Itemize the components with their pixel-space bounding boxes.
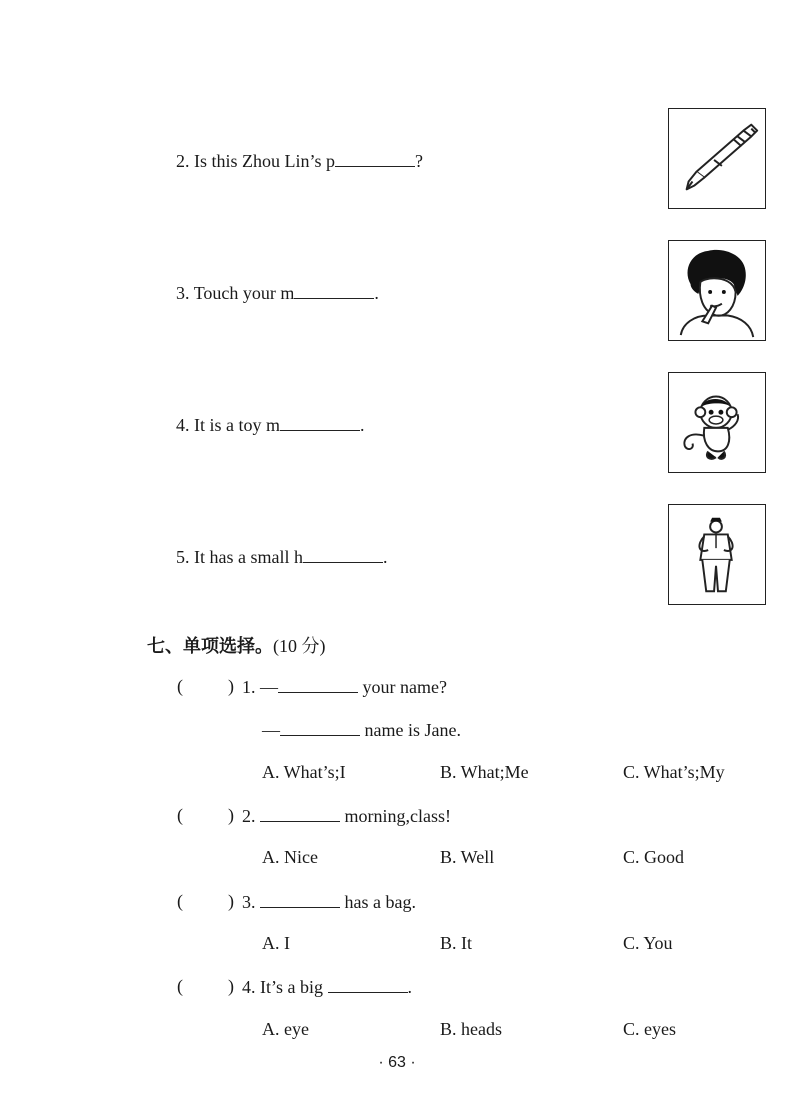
item-end: ? <box>415 151 424 171</box>
item-text: Touch your m <box>193 283 295 303</box>
question-2-line-1 <box>242 805 451 827</box>
question-end: . <box>407 977 412 997</box>
question-1-line-2 <box>262 719 461 741</box>
dash: — <box>260 677 278 697</box>
boy-picture <box>668 240 766 341</box>
option-c[interactable]: C. You <box>623 933 673 953</box>
question-text: has a bag. <box>344 892 416 912</box>
fill-in-item-3 <box>176 282 379 304</box>
answer-paren-open: ( <box>177 891 183 911</box>
question-text: morning,class! <box>344 806 451 826</box>
question-number: 2. <box>242 806 256 826</box>
fill-in-item-5 <box>176 546 387 568</box>
answer-blank[interactable] <box>303 546 383 563</box>
option-a[interactable]: A. I <box>262 933 290 953</box>
item-number: 3. <box>176 283 190 303</box>
page-number: · 63 · <box>378 1054 416 1071</box>
answer-paren-close: ) <box>228 676 234 696</box>
option-c[interactable]: C. What’s;My <box>623 762 725 782</box>
item-number: 5. <box>176 547 190 567</box>
man-with-small-head-icon <box>669 505 765 604</box>
section-heading <box>147 632 326 658</box>
fill-in-item-2 <box>176 150 423 172</box>
question-1-line-1 <box>242 676 447 698</box>
section-score: (10 分) <box>273 636 326 656</box>
item-text: Is this Zhou Lin’s p <box>194 151 336 171</box>
man-picture <box>668 504 766 605</box>
option-c[interactable]: C. Good <box>623 847 685 867</box>
option-b[interactable]: B. What;Me <box>440 762 529 782</box>
boy-touching-mouth-icon <box>669 241 765 340</box>
item-number: 2. <box>176 151 190 171</box>
option-b[interactable]: B. It <box>440 933 473 953</box>
item-end: . <box>360 415 365 435</box>
answer-paren-open: ( <box>177 805 183 825</box>
option-b[interactable]: B. heads <box>440 1019 502 1039</box>
answer-blank[interactable] <box>280 719 360 736</box>
question-text: name is Jane. <box>364 720 461 740</box>
toy-monkey-icon <box>669 373 765 472</box>
pen-picture <box>668 108 766 209</box>
answer-blank[interactable] <box>335 150 415 167</box>
item-text: It has a small h <box>194 547 303 567</box>
question-number: 3. <box>242 892 256 912</box>
dash: — <box>262 720 280 740</box>
answer-paren-close: ) <box>228 976 234 996</box>
item-end: . <box>374 283 379 303</box>
option-b[interactable]: B. Well <box>440 847 495 867</box>
option-a[interactable]: A. Nice <box>262 847 318 867</box>
answer-blank[interactable] <box>294 282 374 299</box>
answer-paren-close: ) <box>228 891 234 911</box>
item-text: It is a toy m <box>194 415 280 435</box>
item-number: 4. <box>176 415 190 435</box>
answer-paren-open: ( <box>177 976 183 996</box>
answer-paren-open: ( <box>177 676 183 696</box>
option-a[interactable]: A. eye <box>262 1019 309 1039</box>
answer-blank[interactable] <box>278 676 358 693</box>
question-number: 1. <box>242 677 256 697</box>
answer-blank[interactable] <box>260 891 340 908</box>
question-4-line-1 <box>242 976 412 998</box>
answer-blank[interactable] <box>328 976 408 993</box>
question-3-line-1 <box>242 891 416 913</box>
option-c[interactable]: C. eyes <box>623 1019 676 1039</box>
question-text: It’s a big <box>260 977 323 997</box>
option-a[interactable]: A. What’s;I <box>262 762 346 782</box>
answer-blank[interactable] <box>280 414 360 431</box>
fill-in-item-4 <box>176 414 365 436</box>
answer-paren-close: ) <box>228 805 234 825</box>
pen-icon <box>669 109 765 208</box>
question-text: your name? <box>362 677 447 697</box>
question-number: 4. <box>242 977 256 997</box>
section-title: 七、单项选择。 <box>147 636 273 657</box>
item-end: . <box>382 547 388 567</box>
answer-blank[interactable] <box>260 805 340 822</box>
monkey-picture <box>668 372 766 473</box>
